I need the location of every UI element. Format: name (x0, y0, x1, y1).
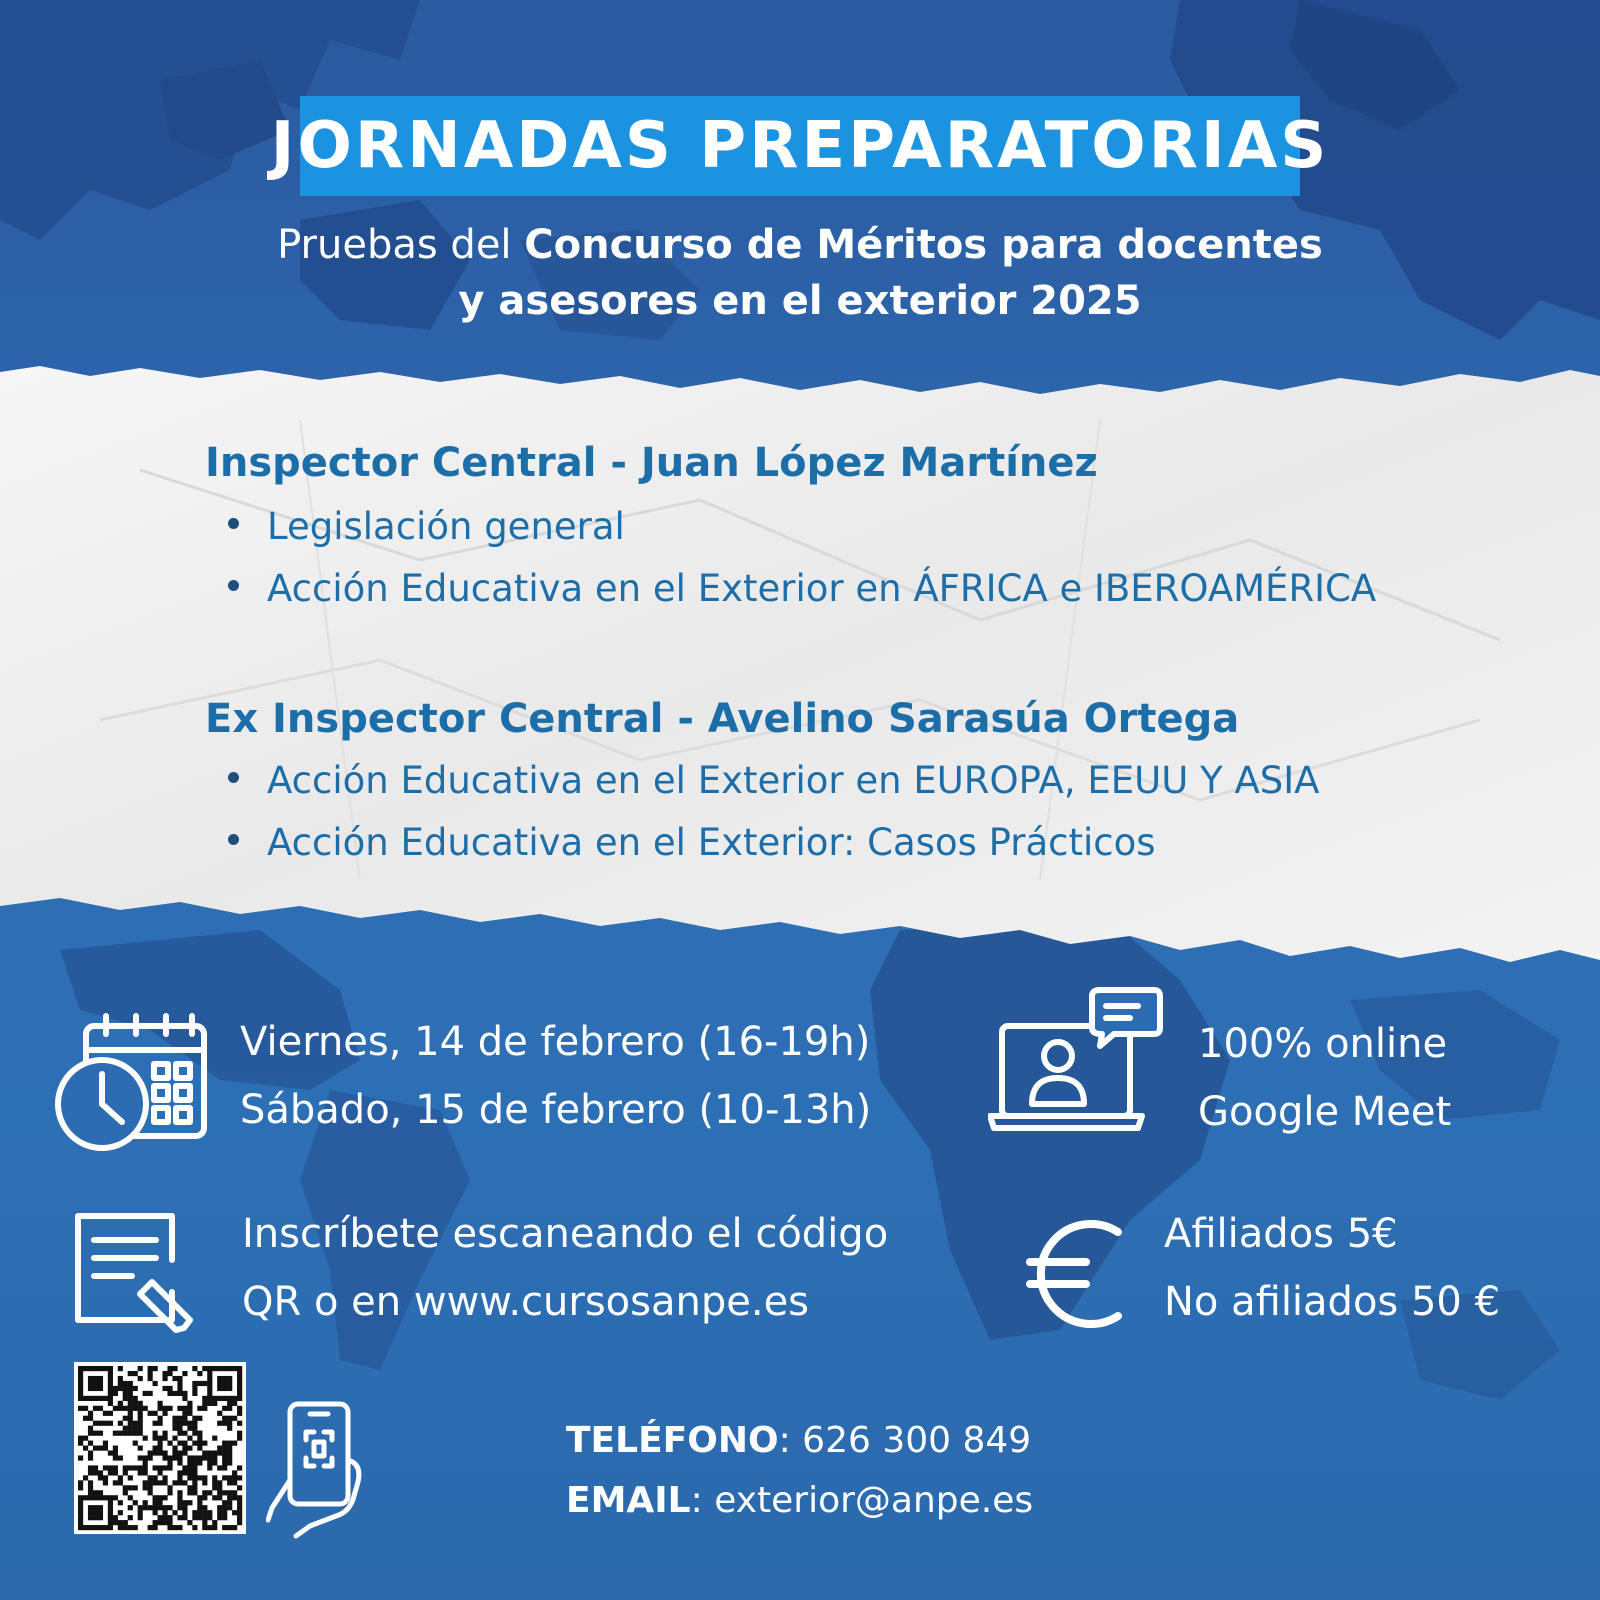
email-value[interactable]: : exterior@anpe.es (690, 1480, 1034, 1521)
schedule-line-1: Viernes, 14 de febrero (16-19h) (240, 1019, 871, 1065)
speaker-2-topic-1 (228, 759, 1319, 802)
format-line-1: 100% online (1198, 1021, 1448, 1067)
form-pencil-icon (72, 1210, 196, 1334)
qr-code-pattern (74, 1362, 246, 1534)
registration-line-2: QR o en www.cursosanpe.es (242, 1279, 810, 1325)
speaker-1-topic-2 (228, 567, 1376, 610)
price-line-2: No afiliados 50 € (1164, 1279, 1501, 1325)
speaker-2-topic-2 (228, 821, 1156, 864)
phone-label: TELÉFONO (566, 1420, 779, 1461)
phone-scan-qr-icon (266, 1400, 366, 1540)
speaker-2-heading: Ex Inspector Central - Avelino Sarasúa Ortega (205, 696, 1240, 742)
contact-phone (566, 1420, 1031, 1461)
price-line-1: Afiliados 5€ (1164, 1211, 1398, 1257)
format-info (1198, 1010, 1451, 1146)
topic-label: Acción Educativa en el Exterior en EUROPA, EEUU Y ASIA (267, 759, 1320, 802)
schedule-info (240, 1008, 871, 1144)
subtitle-bold-2: y asesores en el exterior 2025 (458, 278, 1142, 324)
phone-value[interactable]: : 626 300 849 (778, 1420, 1032, 1461)
format-line-2: Google Meet (1198, 1089, 1452, 1135)
registration-info (242, 1200, 888, 1336)
topic-label: Legislación general (267, 505, 625, 548)
bullet-icon (228, 518, 239, 529)
euro-icon (1026, 1218, 1130, 1330)
bullet-icon (228, 834, 239, 845)
bullet-icon (228, 580, 239, 591)
email-label: EMAIL (566, 1480, 691, 1521)
speaker-1-topic-1 (228, 505, 625, 548)
qr-code[interactable] (74, 1362, 246, 1534)
registration-line-1: Inscríbete escaneando el código (242, 1211, 889, 1257)
subtitle-prefix: Pruebas del (277, 222, 525, 268)
topic-label: Acción Educativa en el Exterior en ÁFRICA e IBEROAMÉRICA (267, 567, 1377, 610)
subtitle-bold-1: Concurso de Méritos para docentes (524, 222, 1323, 268)
speaker-1-heading: Inspector Central - Juan López Martínez (205, 440, 1098, 486)
page-title: JORNADAS PREPARATORIAS (270, 109, 1330, 183)
schedule-line-2: Sábado, 15 de febrero (10-13h) (240, 1087, 872, 1133)
bullet-icon (228, 772, 239, 783)
contact-email (566, 1480, 1033, 1521)
online-meeting-laptop-icon (988, 986, 1163, 1136)
topic-label: Acción Educativa en el Exterior: Casos Prácticos (267, 821, 1156, 864)
calendar-clock-icon (54, 1012, 214, 1152)
price-info (1164, 1200, 1500, 1336)
